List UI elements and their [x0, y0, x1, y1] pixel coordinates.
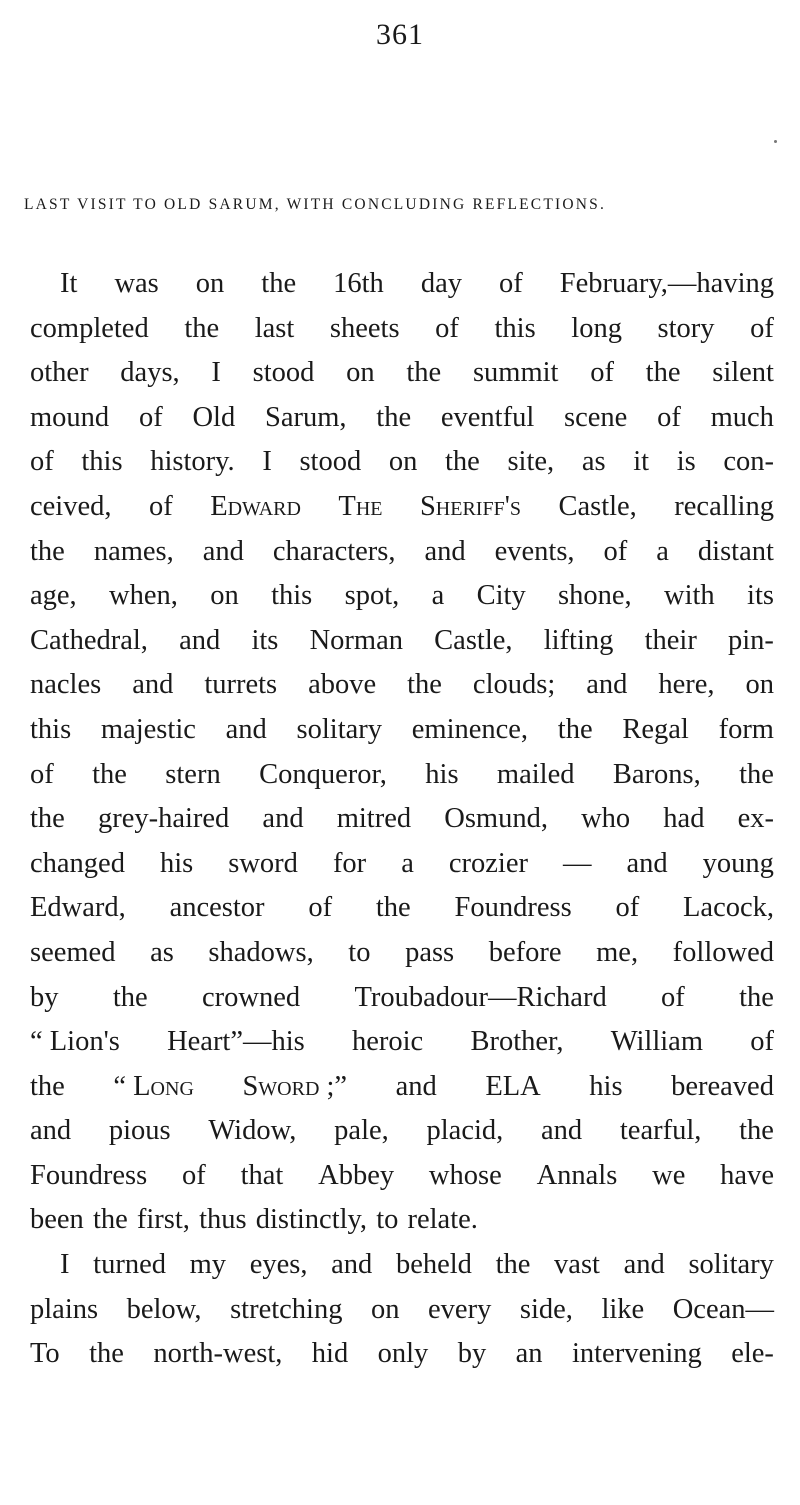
word: this	[81, 446, 123, 478]
word: bereaved	[671, 1070, 774, 1102]
word: and	[424, 535, 466, 567]
word: had	[663, 803, 705, 835]
text-line	[30, 753, 774, 798]
text-line	[30, 396, 774, 441]
word: heroic	[352, 1026, 424, 1058]
word: is	[676, 446, 696, 478]
word: of	[657, 401, 681, 433]
word: here,	[658, 669, 715, 701]
word: a	[401, 847, 414, 879]
word: recalling	[674, 490, 774, 522]
word: silent	[712, 357, 774, 389]
word: ELA	[485, 1070, 541, 1102]
word: thus	[199, 1204, 256, 1236]
word: its	[747, 580, 774, 612]
word: before	[488, 936, 562, 968]
word: a	[656, 535, 669, 567]
word: I	[60, 1249, 70, 1281]
word: to	[348, 936, 371, 968]
word: Widow,	[208, 1115, 297, 1147]
word: Conqueror,	[259, 758, 387, 790]
word: this	[494, 312, 536, 344]
text-line	[30, 797, 774, 842]
word: and	[331, 1249, 373, 1281]
word: on	[745, 669, 774, 701]
word: Regal	[622, 713, 689, 745]
text-line	[30, 708, 774, 753]
word: stood	[299, 446, 362, 478]
word: and	[132, 669, 174, 701]
word: for	[332, 847, 367, 879]
word: grey-haired	[97, 803, 230, 835]
word: its	[251, 624, 279, 656]
word: of	[308, 892, 333, 924]
word: and	[30, 1115, 72, 1147]
word: of	[499, 268, 523, 299]
word: summit	[472, 357, 559, 389]
word: on	[371, 1293, 400, 1325]
word: City	[476, 580, 526, 612]
word: I	[211, 357, 221, 389]
body-text	[30, 262, 774, 1377]
word: by	[457, 1338, 487, 1370]
word: nacles	[30, 669, 102, 701]
word: the	[739, 1115, 774, 1147]
text-line	[30, 307, 774, 352]
word: his	[425, 758, 459, 790]
word: placid,	[426, 1115, 504, 1147]
word: names,	[93, 535, 174, 567]
word: and	[586, 669, 628, 701]
word: it	[633, 446, 650, 478]
word: form	[718, 713, 774, 745]
text-line	[30, 1288, 774, 1333]
word: of	[590, 357, 614, 389]
text-line	[30, 1332, 774, 1377]
word: —	[562, 847, 592, 879]
word: of	[615, 892, 640, 924]
word: Sheriff's	[419, 490, 521, 522]
word: stretching	[230, 1293, 343, 1325]
word: of	[30, 758, 54, 790]
paragraph	[30, 262, 774, 1243]
word: above	[308, 669, 377, 701]
word: eyes,	[249, 1249, 308, 1281]
word: first,	[136, 1204, 200, 1236]
word: Barons,	[612, 758, 701, 790]
word: below,	[126, 1293, 202, 1325]
word: It	[60, 268, 78, 299]
word: on	[210, 580, 239, 612]
word: mailed	[496, 758, 575, 790]
word: of	[603, 535, 628, 567]
word: hid	[311, 1338, 349, 1370]
word: of	[148, 490, 173, 522]
word: long	[571, 312, 622, 344]
text-line	[30, 886, 774, 931]
word: and	[626, 847, 668, 879]
word: the	[30, 1070, 65, 1102]
word: my	[189, 1249, 227, 1281]
word: Heart”—his	[167, 1026, 305, 1058]
word: mitred	[336, 803, 412, 835]
word: Annals	[536, 1159, 618, 1191]
word: turrets	[204, 669, 278, 701]
word: February,—having	[559, 268, 774, 299]
word: solitary	[296, 713, 383, 745]
word: the	[739, 981, 774, 1013]
word: Old	[192, 401, 236, 433]
word: the	[92, 1204, 137, 1236]
text-line	[30, 1243, 774, 1288]
word: the	[407, 669, 442, 701]
word: crowned	[201, 981, 301, 1013]
word: intervening	[571, 1338, 702, 1370]
word: and	[395, 1070, 437, 1102]
text-line	[30, 1020, 774, 1065]
word: solitary	[688, 1249, 774, 1281]
word: pious	[108, 1115, 171, 1147]
word: pale,	[334, 1115, 389, 1147]
word: To	[30, 1338, 60, 1370]
word: the	[376, 401, 412, 433]
word: as	[150, 936, 174, 968]
word: who	[581, 803, 631, 835]
word: this	[30, 713, 72, 745]
word: and	[262, 803, 304, 835]
word: completed	[30, 312, 149, 344]
word: the	[375, 892, 411, 924]
word: the	[557, 713, 593, 745]
word: seemed	[30, 936, 116, 968]
word: “ Long	[113, 1070, 194, 1102]
word: and	[179, 624, 221, 656]
word: a	[431, 580, 445, 612]
word: history.	[150, 446, 235, 478]
word: the	[495, 1249, 531, 1281]
page-number: 361	[376, 18, 424, 51]
word: young	[702, 847, 774, 879]
word: his	[159, 847, 194, 879]
word: me,	[596, 936, 639, 968]
text-line	[30, 1154, 774, 1199]
word: was	[114, 268, 159, 299]
text-line	[30, 842, 774, 887]
word: pin-	[728, 624, 774, 656]
word: we	[652, 1159, 686, 1191]
word: the	[406, 357, 442, 389]
word: the	[112, 981, 148, 1013]
word: The	[338, 490, 383, 522]
word: site,	[507, 446, 555, 478]
word: beheld	[395, 1249, 472, 1281]
word: Ocean—	[672, 1293, 774, 1325]
word: Norman	[309, 624, 403, 656]
text-line	[30, 262, 774, 307]
word: the	[89, 1338, 124, 1370]
text-line	[30, 530, 774, 575]
word: followed	[672, 936, 774, 968]
word: plains	[30, 1293, 99, 1325]
word: have	[720, 1159, 774, 1191]
word: to	[376, 1204, 408, 1236]
word: age,	[30, 580, 77, 612]
word: as	[581, 446, 606, 478]
word: by	[30, 981, 59, 1013]
word: with	[664, 580, 715, 612]
word: an	[515, 1338, 543, 1370]
word: the	[92, 758, 127, 790]
word: shadows,	[208, 936, 314, 968]
word: tearful,	[619, 1115, 702, 1147]
word: Brother,	[470, 1026, 564, 1058]
word: the	[30, 803, 65, 835]
word: when,	[109, 580, 178, 612]
word: con-	[723, 446, 774, 478]
word: stood	[252, 357, 315, 389]
text-line	[30, 976, 774, 1021]
word: distinctly,	[255, 1204, 377, 1236]
word: clouds;	[472, 669, 556, 701]
word: of	[138, 401, 163, 433]
text-line	[30, 619, 774, 664]
word: of	[661, 981, 685, 1013]
text-line	[30, 351, 774, 396]
word: I	[262, 446, 272, 478]
word: Edward,	[30, 892, 126, 924]
word: on	[388, 446, 418, 478]
word: day	[420, 268, 462, 299]
word: eventful	[440, 401, 535, 433]
word: Troubadour—Richard	[354, 981, 607, 1013]
word: stern	[165, 758, 221, 790]
word: other	[30, 357, 89, 389]
text-line	[30, 440, 774, 485]
word: characters,	[272, 535, 396, 567]
word: Foundress	[454, 892, 572, 924]
word: days,	[120, 357, 180, 389]
word: of	[182, 1159, 206, 1191]
word: of	[750, 312, 774, 344]
word: ex-	[737, 803, 774, 835]
word: Cathedral,	[30, 624, 148, 656]
word: the	[445, 446, 480, 478]
word: sword	[228, 847, 298, 879]
word: and	[541, 1115, 583, 1147]
word: changed	[30, 847, 125, 879]
text-line	[30, 1065, 774, 1110]
ink-speck	[774, 140, 777, 143]
text-line	[30, 485, 774, 530]
word: ancestor	[169, 892, 265, 924]
word: his	[589, 1070, 623, 1102]
word: ceived,	[30, 490, 112, 522]
word: whose	[428, 1159, 502, 1191]
word: ele-	[731, 1338, 774, 1370]
chapter-heading: LAST VISIT TO OLD SARUM, WITH CONCLUDING REFLECTIONS.	[24, 196, 607, 213]
word: been	[30, 1204, 93, 1236]
word: pass	[405, 936, 455, 968]
word: Sarum,	[264, 401, 347, 433]
word: majestic	[100, 713, 196, 745]
word: mound	[30, 401, 110, 433]
word: shone,	[558, 580, 632, 612]
word: and	[225, 713, 267, 745]
word: side,	[519, 1293, 573, 1325]
word: the	[645, 357, 681, 389]
word: only	[377, 1338, 429, 1370]
word: of	[435, 312, 459, 344]
word: relate.	[407, 1204, 478, 1236]
text-line	[30, 1198, 774, 1243]
word: north-west,	[153, 1338, 283, 1370]
word: on	[346, 357, 375, 389]
word: scene	[564, 401, 628, 433]
word: 16th	[333, 268, 384, 299]
word: the	[184, 312, 220, 344]
word: this	[271, 580, 313, 612]
word: Castle,	[558, 490, 637, 522]
word: their	[644, 624, 697, 656]
word: Castle,	[434, 624, 513, 656]
text-line	[30, 1109, 774, 1154]
word: that	[240, 1159, 284, 1191]
text-line	[30, 574, 774, 619]
word: and	[623, 1249, 665, 1281]
word: “ Lion's	[30, 1026, 120, 1058]
text-line	[30, 663, 774, 708]
word: of	[750, 1026, 774, 1058]
word: Edward	[210, 490, 301, 522]
word: distant	[697, 535, 774, 567]
paragraph	[30, 1243, 774, 1377]
word: William	[610, 1026, 703, 1058]
word: turned	[93, 1249, 166, 1281]
word: every	[428, 1293, 492, 1325]
word: the	[30, 535, 65, 567]
word: Osmund,	[444, 803, 548, 835]
word: lifting	[543, 624, 614, 656]
word: sheets	[329, 312, 400, 344]
word: Foundress	[30, 1159, 148, 1191]
word: the	[739, 758, 774, 790]
word: Lacock,	[683, 892, 774, 924]
word: vast	[554, 1249, 600, 1281]
word: like	[601, 1293, 645, 1325]
word: and	[202, 535, 244, 567]
word: story	[657, 312, 715, 344]
word: events,	[494, 535, 575, 567]
word: much	[710, 401, 774, 433]
word: eminence,	[411, 713, 529, 745]
word: Abbey	[318, 1159, 395, 1191]
word: of	[30, 446, 54, 478]
word: crozier	[448, 847, 528, 879]
text-line	[30, 931, 774, 976]
word: spot,	[344, 580, 400, 612]
word: the	[261, 268, 297, 299]
word: on	[195, 268, 225, 299]
word: Sword ;”	[242, 1070, 348, 1102]
word: last	[254, 312, 295, 344]
